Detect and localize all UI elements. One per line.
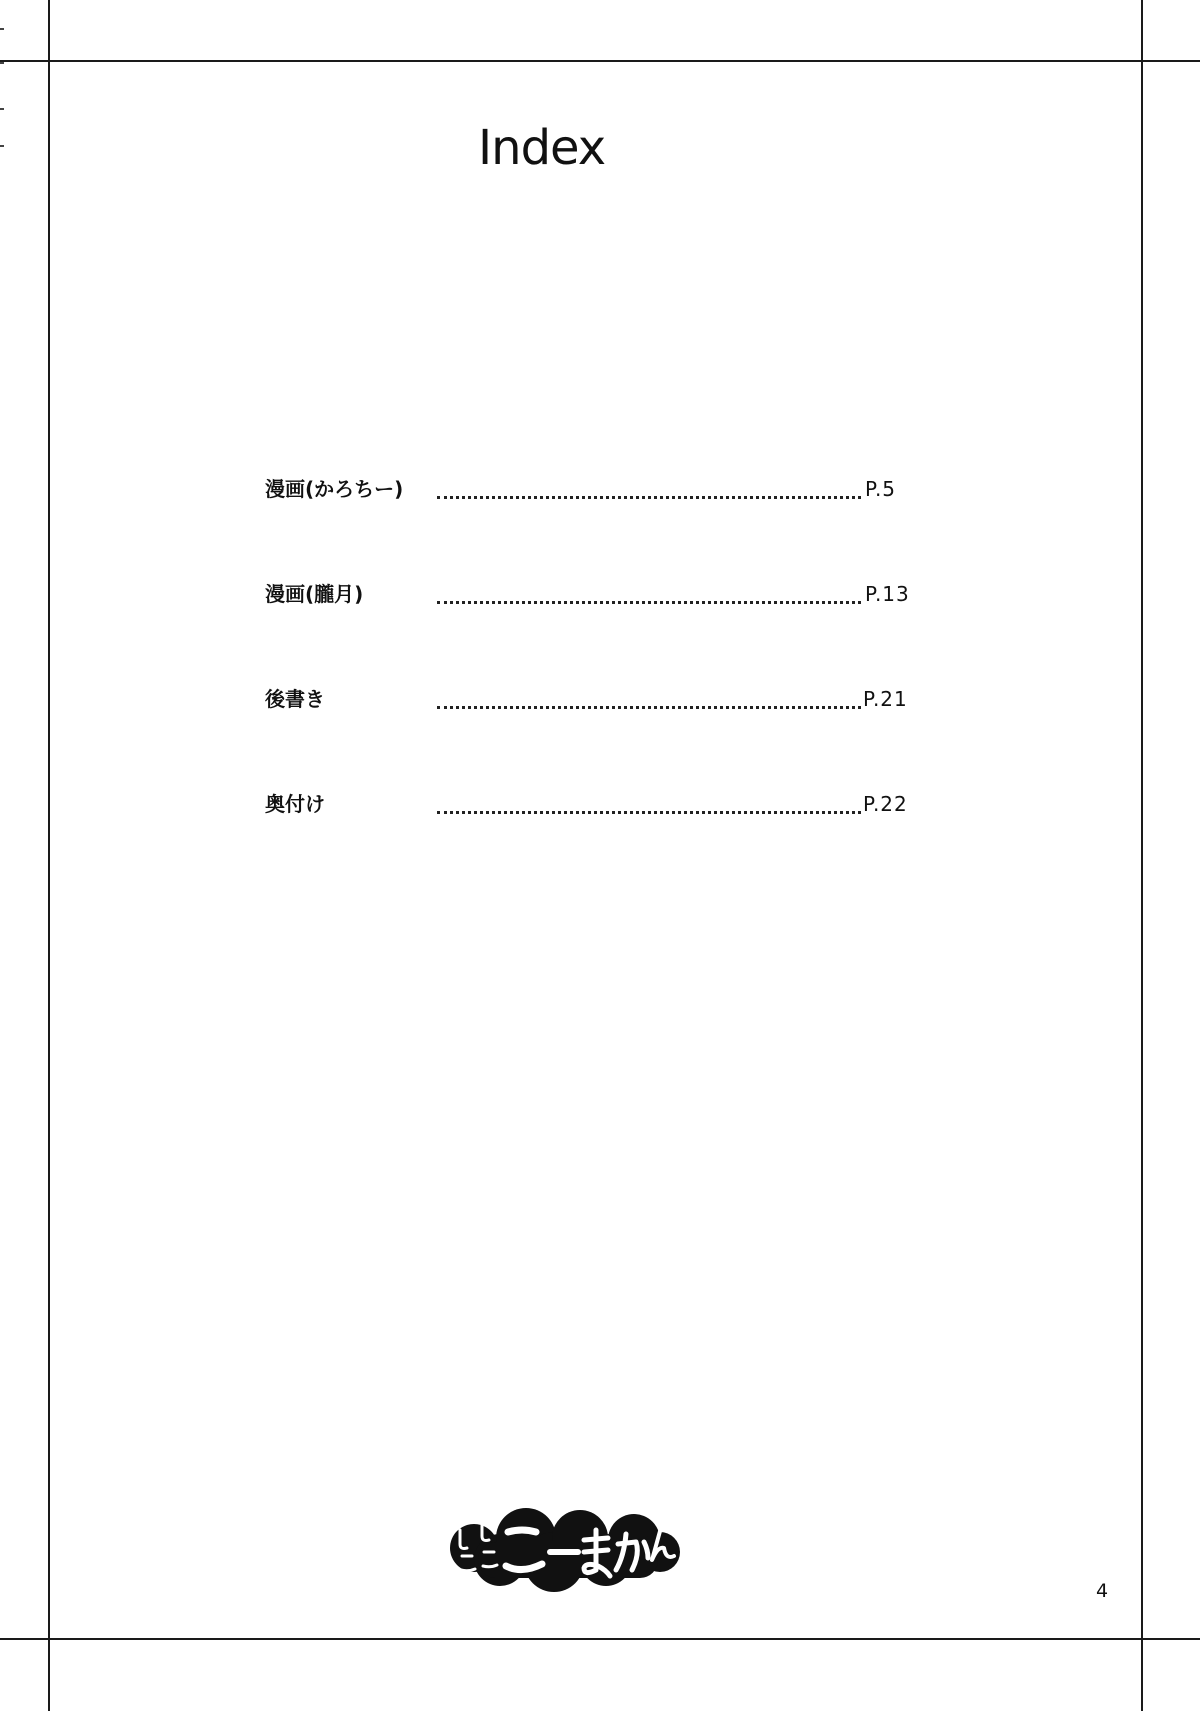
- toc-leader-dots: [437, 676, 861, 709]
- page-title: Index: [478, 120, 606, 176]
- toc-entry-page: P.5: [865, 477, 897, 501]
- page-number: 4: [1096, 1580, 1109, 1602]
- toc-entry-page: P.21: [863, 687, 908, 711]
- toc-leader-dots: [437, 781, 861, 814]
- edge-tick: [0, 108, 4, 110]
- toc-entry[interactable]: [265, 579, 965, 609]
- top-trim-line: [0, 60, 1200, 62]
- edge-tick: [0, 145, 4, 147]
- toc-entry-label: 奥付け: [265, 792, 325, 816]
- logo-graphic: [438, 1490, 688, 1600]
- toc-leader-dots: [437, 466, 861, 499]
- bottom-trim-line: [0, 1638, 1200, 1640]
- toc-entry-label: 後書き: [265, 687, 325, 711]
- toc-entry-page: P.22: [863, 792, 908, 816]
- right-trim-line: [1141, 0, 1143, 1711]
- toc-entry[interactable]: [265, 474, 965, 504]
- edge-tick: [0, 62, 4, 64]
- edge-tick: [0, 28, 4, 30]
- left-trim-line: [48, 0, 50, 1711]
- toc-entry-label: 漫画(朧月): [265, 582, 364, 606]
- circle-logo: [438, 1490, 688, 1600]
- toc-entry-label: 漫画(かろちー): [265, 477, 404, 501]
- toc-entry-page: P.13: [865, 582, 910, 606]
- toc-entry[interactable]: [265, 684, 965, 714]
- toc-entry[interactable]: [265, 789, 965, 819]
- toc-leader-dots: [437, 571, 861, 604]
